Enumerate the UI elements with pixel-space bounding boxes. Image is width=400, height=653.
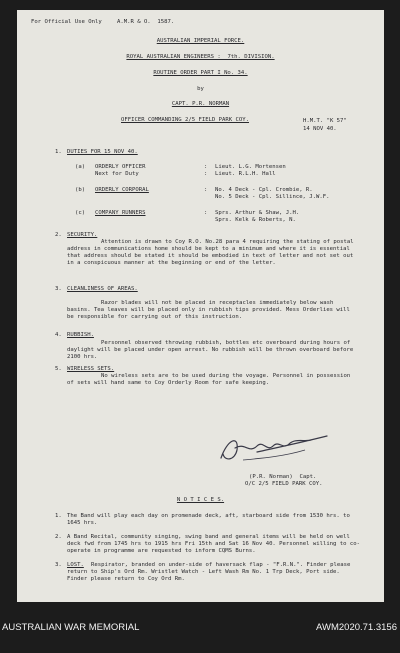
notice-number: 2. [55, 534, 62, 540]
force-heading: AUSTRALIAN IMPERIAL FORCE. [156, 38, 245, 44]
section-2-number: 2. [55, 232, 62, 238]
duty-label: ORDERLY OFFICER [95, 164, 146, 170]
notice-text: Respirator, branded on under-side of haversack flap - "F.R.N.". Finder please return to Ship's Ord Rm. Wristlet Watch - Left Wash Rm No. 1 Trp Deck, Port side. Finder please return to Coy Ord Rm. [67, 562, 351, 582]
duty-value: No. 5 Deck - Cpl. Sillince, J.W.F. [215, 194, 330, 200]
section-1-number: 1. [55, 149, 62, 155]
duty-label: Next for Duty [95, 171, 139, 177]
duty-value: No. 4 Deck - Cpl. Crombie, R. [215, 187, 313, 193]
section-3-text: Razor blades will not be placed in receptacles immediately below wash basins. Tea leaves will be placed only in rubbish tips provided. Mess Orderlies will be responsible for carrying out of this instruction. [67, 300, 350, 320]
section-4-text: Personnel observed throwing rubbish, bottles etc overboard during hours of daylight will be placed under open arrest. No rubbish will be thrown overboard before 2100 hrs. [67, 340, 354, 360]
section-3-title: CLEANLINESS OF AREAS. [67, 286, 138, 292]
notice-text: A Band Recital, community singing, swing band and general items will be held on well deck fwd from 1745 hrs to 1915 hrs Fri 15th and Sat 16 Nov 40. Personnel willing to co-operate in programme are requested to inform CQMS Burns. [67, 534, 360, 554]
section-2-title: SECURITY. [67, 232, 98, 238]
notice-number: 3. [55, 562, 62, 568]
duty-label: COMPANY RUNNERS [95, 210, 146, 216]
section-4-title: RUBBISH. [67, 332, 94, 338]
duty-value: Sprs. Arthur & Shaw, J.H. [215, 210, 300, 216]
footer-accession-number: AWM2020.71.3156 [316, 622, 397, 633]
duty-label: ORDERLY CORPORAL [95, 187, 149, 193]
handwritten-signature [215, 428, 335, 466]
hmt-label: H.M.T. "K 57" [303, 118, 347, 124]
officer-title: OFFICER COMMANDING 2/5 FIELD PARK COY. [121, 117, 249, 123]
duty-value: Sprs. Kelk & Roberts, N. [215, 217, 296, 223]
duty-value: Lieut. R.L.H. Hall [215, 171, 276, 177]
notices-heading: N O T I C E S. [176, 497, 225, 503]
notice-number: 1. [55, 513, 62, 519]
official-use-label: For Official Use Only [31, 19, 102, 25]
duty-letter: (c) [75, 210, 86, 216]
section-1-title: DUTIES FOR 15 NOV 40. [67, 149, 138, 155]
footer-bar [0, 602, 400, 653]
duty-colon: : [204, 171, 208, 177]
section-3-number: 3. [55, 286, 62, 292]
notice-title: LOST. [67, 562, 84, 568]
duty-colon: : [204, 164, 208, 170]
section-5-title: WIRELESS SETS. [67, 366, 115, 372]
section-2-text: Attention is drawn to Coy R.O. No.28 para 4 requiring the stating of postal address in communications home should be kept to a minimum and where it is essential that address should be stated it should be embodied in text of letter and not set out in a conspicuous manner at the beginning or end of the letter. [67, 239, 354, 266]
officer-name: CAPT. P.R. NORMAN [171, 101, 230, 107]
document-page [17, 10, 384, 602]
duty-colon: : [204, 187, 208, 193]
section-5-text: No wireless sets are to be used during the voyage. Personnel in possession of sets will hand same to Coy Orderly Room for safe keeping. [67, 373, 351, 386]
signature-title: O/C 2/5 FIELD PARK COY. [245, 481, 323, 487]
footer-institution: AUSTRALIAN WAR MEMORIAL [2, 622, 140, 633]
unit-heading: ROYAL AUSTRALIAN ENGINEERS : 7th. DIVISION. [126, 54, 275, 60]
ref-code: A.M.R & O. 1587. [117, 19, 175, 25]
duty-letter: (a) [75, 164, 86, 170]
duty-value: Lieut. L.G. Mortensen [215, 164, 286, 170]
order-heading: ROUTINE ORDER PART I No. 34. [153, 70, 248, 76]
signature-name: (P.R. Norman) Capt. [249, 474, 317, 480]
by-label: by [197, 86, 204, 92]
section-4-number: 4. [55, 332, 62, 338]
document-date: 14 NOV 40. [303, 126, 337, 132]
duty-letter: (b) [75, 187, 86, 193]
section-5-number: 5. [55, 366, 62, 372]
notice-text: The Band will play each day on promenade deck, aft, starboard side from 1530 hrs. to 1645 hrs. [67, 513, 350, 526]
duty-colon: : [204, 210, 208, 216]
